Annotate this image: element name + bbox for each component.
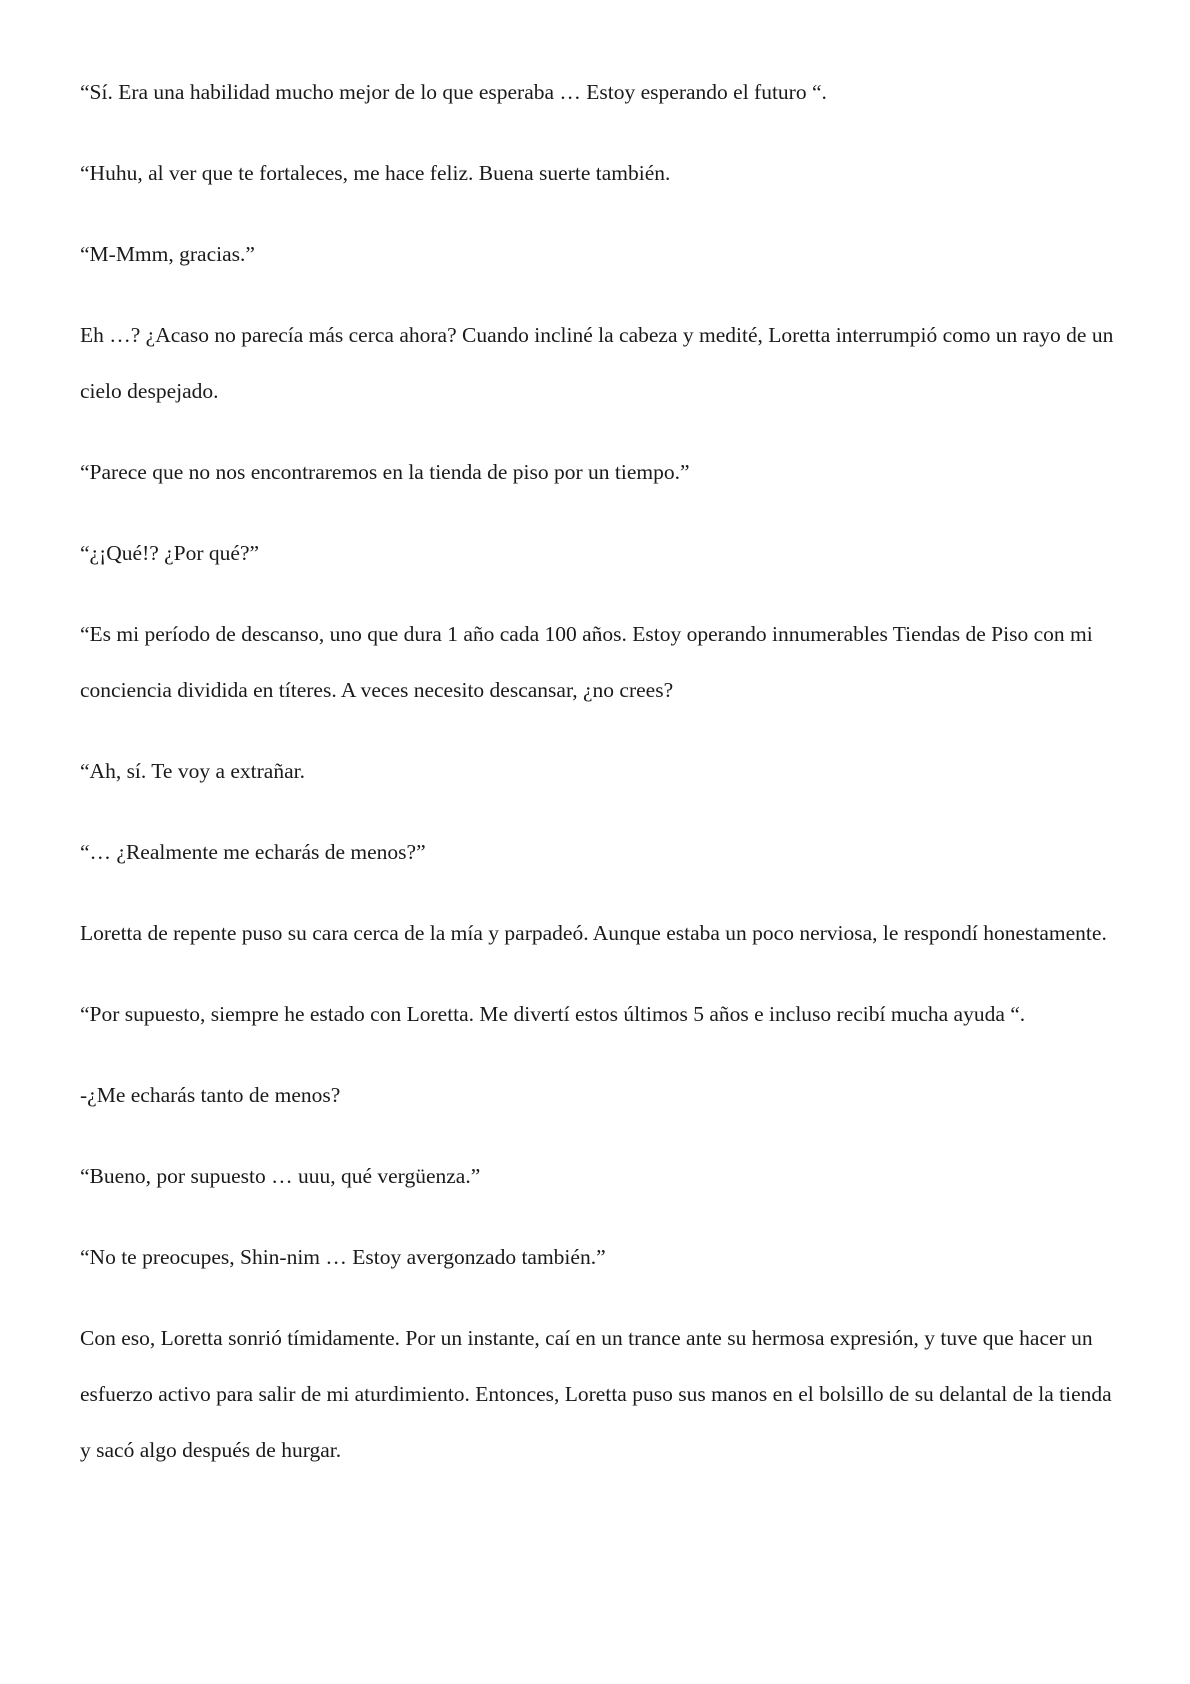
body-text (80, 64, 1120, 1503)
paragraph: “¿¡Qué!? ¿Por qué?” (80, 541, 260, 565)
paragraph: “Huhu, al ver que te fortaleces, me hace feliz. Buena suerte también. (80, 161, 671, 185)
paragraph: “Parece que no nos encontraremos en la tienda de piso por un tiempo.” (80, 460, 690, 484)
paragraph: “… ¿Realmente me echarás de menos?” (80, 840, 426, 864)
paragraph: “No te preocupes, Shin-nim … Estoy avergonzado también.” (80, 1245, 606, 1269)
paragraph: “Es mi período de descanso, uno que dura 1 año cada 100 años. Estoy operando innumerables Tiendas de Piso con mi conciencia dividida en títeres. A veces necesito descansar, ¿no crees? (80, 622, 1093, 702)
paragraph: -¿Me echarás tanto de menos? (80, 1083, 341, 1107)
paragraph: “M-Mmm, gracias.” (80, 242, 255, 266)
paragraph: Con eso, Loretta sonrió tímidamente. Por un instante, caí en un trance ante su hermosa expresión, y tuve que hacer un esfuerzo activo para salir de mi aturdimiento. Entonces, Loretta puso sus manos en el bolsillo de su delantal de la tienda y sacó algo después de hurgar. (80, 1326, 1112, 1462)
paragraph: Eh …? ¿Acaso no parecía más cerca ahora? Cuando incliné la cabeza y medité, Loretta interrumpió como un rayo de un cielo despejado. (80, 323, 1114, 403)
paragraph: “Por supuesto, siempre he estado con Loretta. Me divertí estos últimos 5 años e incluso recibí mucha ayuda “. (80, 1002, 1026, 1026)
paragraph: “Ah, sí. Te voy a extrañar. (80, 759, 305, 783)
paragraph: “Bueno, por supuesto … uuu, qué vergüenza.” (80, 1164, 481, 1188)
paragraph: “Sí. Era una habilidad mucho mejor de lo que esperaba … Estoy esperando el futuro “. (80, 80, 827, 104)
paragraph: Loretta de repente puso su cara cerca de la mía y parpadeó. Aunque estaba un poco nerviosa, le respondí honestamente. (80, 921, 1107, 945)
